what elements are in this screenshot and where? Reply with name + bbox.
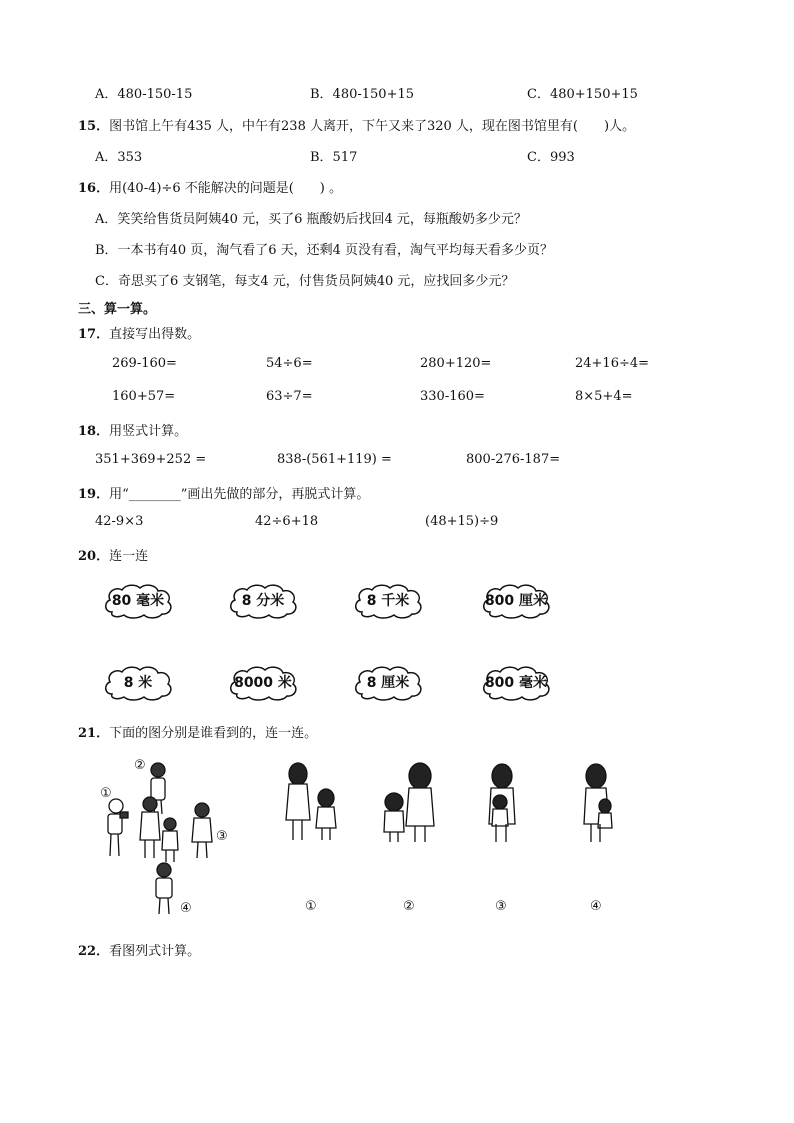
q17-item: 160+57= [112,389,176,404]
q15-number: 15． [78,119,110,134]
cloud-label: 8 千米 [366,593,410,609]
q14-option-c: C．480+150+15 [527,87,638,102]
q19-number: 19． [78,487,110,502]
q15-text: 图书馆上午有435 人，中午有238 人离开，下午又来了320 人，现在图书馆里有( )人。 [109,119,636,134]
q18-item: 800-276-187= [466,452,561,467]
q16-text: 用(40-4)÷6 不能解决的问题是( ) 。 [109,181,343,196]
q21-text: 下面的图分别是谁看到的，连一连。 [109,726,318,741]
q18-question [78,420,187,439]
scene-label: ③ [216,829,228,844]
scene-label: ① [100,786,112,801]
q20-question [78,545,148,564]
q14-option-b: B．480-150+15 [310,87,415,102]
cloud-label: 800 厘米 [484,593,548,609]
q17-item: 63÷7= [266,389,313,404]
q22-number: 22． [78,944,110,959]
q17-item: 24+16÷4= [575,356,650,371]
scene-label: ④ [180,901,192,916]
q22-text: 看图列式计算。 [109,944,201,959]
cloud-label: 8 米 [123,675,153,691]
view-figure [482,762,522,846]
q21-number: 21． [78,726,110,741]
q19-item: 42-9×3 [95,514,144,529]
q15-option-c: C．993 [527,150,575,165]
cloud-card[interactable] [480,582,552,620]
q17-item: 330-160= [420,389,485,404]
q18-text: 用竖式计算。 [109,424,188,439]
view-label: ④ [590,899,602,914]
cloud-card[interactable] [352,582,424,620]
cloud-label: 800 毫米 [484,675,548,691]
cloud-card[interactable] [227,664,299,702]
q15-question [78,115,635,134]
q16-number: 16． [78,181,110,196]
q17-item: 54÷6= [266,356,313,371]
q17-text: 直接写出得数。 [109,327,201,342]
view-figure [282,762,342,846]
q19-underline-sample: ________ [128,487,181,502]
section-heading: 三、算一算。 [78,302,157,317]
q18-item: 351+369+252 = [95,452,207,467]
cloud-card[interactable] [352,664,424,702]
q16-option-c: C．奇思买了6 支钢笔，每支4 元，付售货员阿姨40 元，应找回多少元？ [95,274,515,289]
q15-option-b: B．517 [310,150,358,165]
q17-item: 280+120= [420,356,492,371]
view-figure [578,762,618,846]
q20-number: 20． [78,549,110,564]
q14-option-a: A．480-150-15 [95,87,193,102]
q17-number: 17． [78,327,110,342]
q19-question [78,483,369,502]
cloud-label: 8 厘米 [366,675,410,691]
view-label: ① [305,899,317,914]
q20-text: 连一连 [109,549,149,564]
cloud-card[interactable] [227,582,299,620]
q16-option-a: A．笑笑给售货员阿姨40 元，买了6 瓶酸奶后找回4 元，每瓶酸奶多少元？ [95,212,527,227]
cloud-card[interactable] [102,582,174,620]
q19-text-after: ”画出先做的部分，再脱式计算。 [180,487,370,502]
q18-item: 838-(561+119) = [277,452,392,467]
view-figure [380,762,440,846]
q19-text-before: 用“ [109,487,129,502]
q21-question [78,722,317,741]
cloud-card[interactable] [480,664,552,702]
q16-option-b: B．一本书有40 页，淘气看了6 天，还剩4 页没有看，淘气平均每天看多少页？ [95,243,554,258]
cloud-card[interactable] [102,664,174,702]
cloud-label: 80 毫米 [111,593,165,609]
q18-number: 18． [78,424,110,439]
q17-item: 269-160= [112,356,177,371]
q19-item: (48+15)÷9 [425,514,499,529]
cloud-label: 8000 米 [234,675,292,691]
q17-item: 8×5+4= [575,389,633,404]
view-label: ③ [495,899,507,914]
scene-label: ② [134,758,146,773]
q22-question [78,940,200,959]
q16-question [78,177,342,196]
cloud-label: 8 分米 [241,593,285,609]
view-label: ② [403,899,415,914]
q17-question [78,323,200,342]
q15-option-a: A．353 [95,150,143,165]
q19-item: 42÷6+18 [255,514,319,529]
